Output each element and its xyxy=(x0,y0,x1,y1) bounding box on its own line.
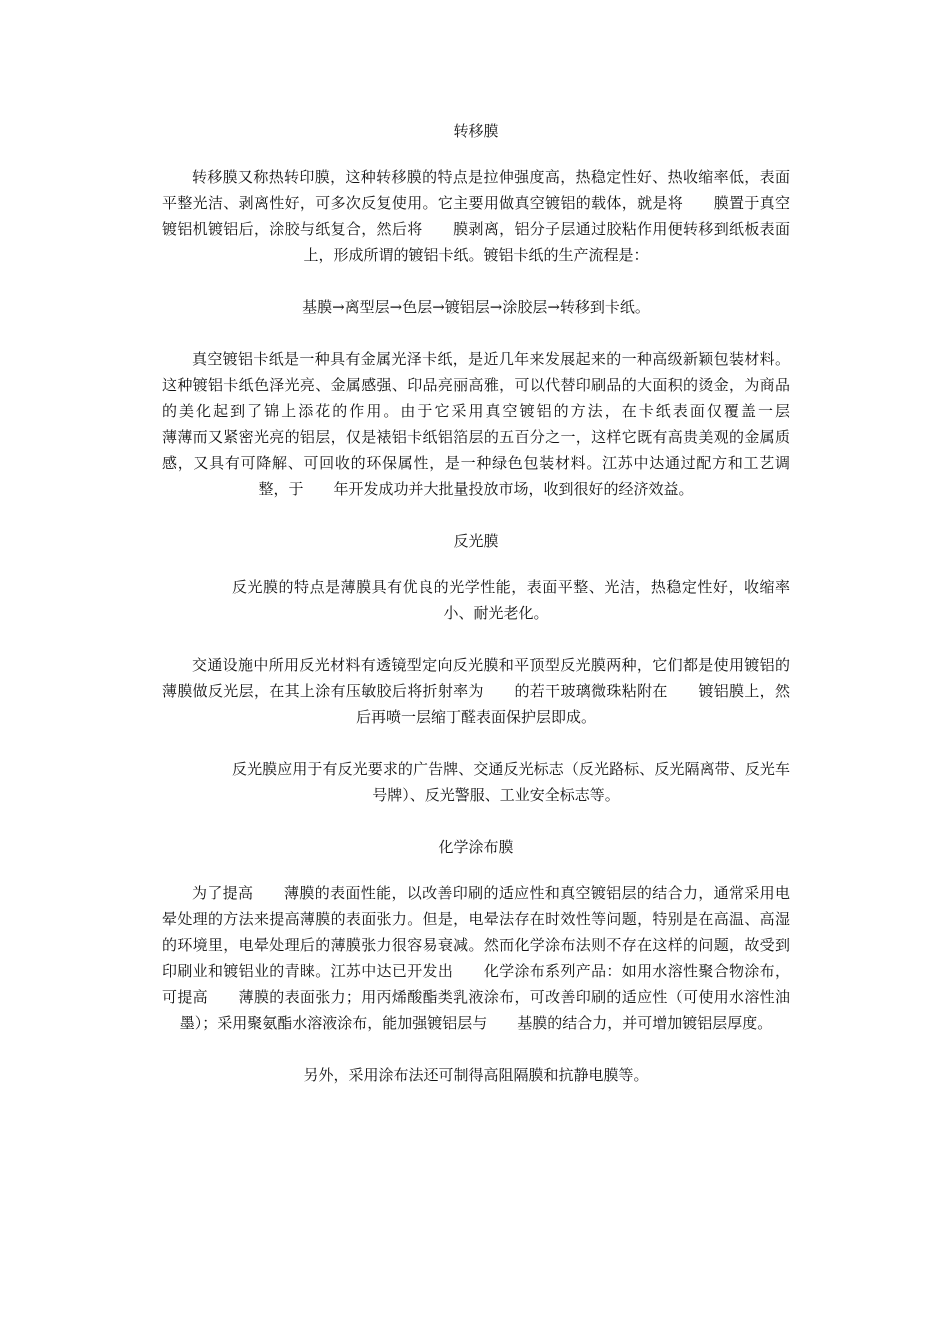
paragraph-coating-extra: 另外，采用涂布法还可制得高阻隔膜和抗静电膜等。 xyxy=(303,1066,649,1084)
section-title-transfer-film: 转移膜 xyxy=(453,122,499,140)
paragraph-reflective-applications: 反光膜应用于有反光要求的广告牌、交通反光标志（反光路标、反光隔离带、反光车号牌）、反光警服、工业安全标志等。 xyxy=(232,760,790,804)
paragraph-reflective-features: 反光膜的特点是薄膜具有优良的光学性能，表面平整、光洁，热稳定性好，收缩率小、耐光老化。 xyxy=(232,578,790,622)
paragraph-metallized-card: 真空镀铝卡纸是一种具有金属光泽卡纸，是近几年来发展起来的一种高级新颖包装材料。这种镀铝卡纸色泽光亮、金属感强、印品亮丽高雅，可以代替印刷品的大面积的烫金，为商品的美化起到了锦上添花的作用。由于它采用真空镀铝的方法，在卡纸表面仅覆盖一层 薄薄而又紧密光亮的铝层，仅是裱铝卡纸铝箔层的五百分之一，这样它既有高贵美观的金属质感，又具有可降解、可回收的环保属性，是一种绿色包装材料。江苏中达通过配方和工艺调整，于 年开发成功并大批量投放市场，收到很好的经济效益。 xyxy=(162,350,881,498)
paragraph-transfer-film-intro: 转移膜又称热转印膜，这种转移膜的特点是拉伸强度高，热稳定性好、热收缩率低，表面平整光洁、剥离性好，可多次反复使用。它主要用做真空镀铝的载体，就是将 膜置于真空镀铝机镀铝后，涂胶与纸复合，然后将 膜剥离，铝分子层通过胶粘作用便转移到纸板表面上，形成所谓的镀铝卡纸。镀铝卡纸的生产流程是： xyxy=(162,168,790,264)
paragraph-chemical-coating: 为了提高 薄膜的表面性能，以改善印刷的适应性和真空镀铝层的结合力，通常采用电晕处理的方法来提高薄膜的表面张力。但是，电晕法存在时效性等问题，特别是在高温、高湿的环境里，电晕处理后的薄膜张力很容易衰减。然而化学涂布法则不存在这样的问题，故受到印刷业和镀铝业的青睐。江苏中达已开发出 化学涂布系列产品：如用水溶性聚合物涂布，可提高 薄膜的表面张力；用丙烯酸酯类乳液涂布，可改善印刷的适应性（可使用水溶性油墨）；采用聚氨酯水溶液涂布，能加强镀铝层与 基膜的结合力，并可增加镀铝层厚度。 xyxy=(162,884,790,1032)
section-title-reflective-film: 反光膜 xyxy=(453,532,499,550)
document-page xyxy=(162,118,881,1088)
paragraph-reflective-materials: 交通设施中所用反光材料有透镜型定向反光膜和平顶型反光膜两种，它们都是使用镀铝的 薄膜做反光层，在其上涂有压敏胶后将折射率为 的若干玻璃微珠粘附在 镀铝膜上，然后再喷一层缩丁醛表面保护层即成。 xyxy=(162,656,821,726)
section-title-chemical-coating-film: 化学涂布膜 xyxy=(438,838,514,856)
process-flow: 基膜→离型层→色层→镀铝层→涂胶层→转移到卡纸。 xyxy=(302,298,650,316)
